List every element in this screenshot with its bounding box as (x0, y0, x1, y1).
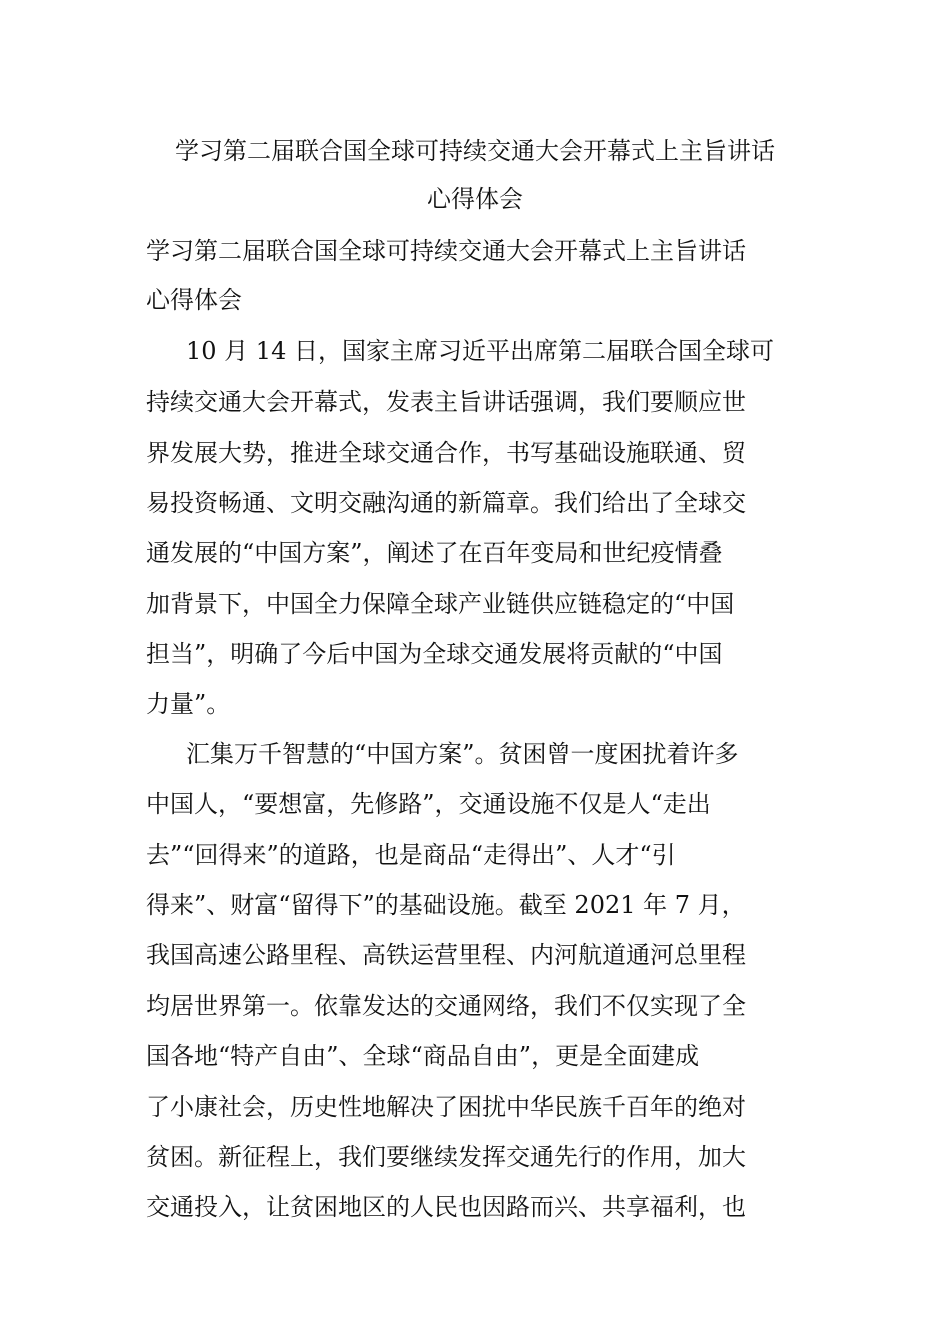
body-line: 汇集万千智慧的“中国方案”。贫困曾一度困扰着许多 (186, 740, 739, 768)
body-line: 了小康社会，历史性地解决了困扰中华民族千百年的绝对 (146, 1093, 746, 1121)
body-line: 交通投入，让贫困地区的人民也因路而兴、共享福利，也 (146, 1193, 746, 1221)
body-line: 去”“回得来”的道路，也是商品“走得出”、人才“引 (146, 841, 676, 869)
body-line: 担当”，明确了今后中国为全球交通发展将贡献的“中国 (146, 640, 723, 668)
body-line: 易投资畅通、文明交融沟通的新篇章。我们给出了全球交 (146, 489, 746, 517)
body-line: 学习第二届联合国全球可持续交通大会开幕式上主旨讲话 (146, 237, 746, 265)
body-line: 贫困。新征程上，我们要继续发挥交通先行的作用，加大 (146, 1143, 746, 1171)
document-title-line-1: 学习第二届联合国全球可持续交通大会开幕式上主旨讲话 (175, 137, 775, 165)
body-line: 通发展的“中国方案”，阐述了在百年变局和世纪疫情叠 (146, 539, 723, 567)
body-line: 加背景下，中国全力保障全球产业链供应链稳定的“中国 (146, 590, 735, 618)
body-line: 中国人，“要想富，先修路”，交通设施不仅是人“走出 (146, 790, 711, 818)
body-line: 国各地“特产自由”、全球“商品自由”，更是全面建成 (146, 1042, 700, 1070)
body-line: 界发展大势，推进全球交通合作，书写基础设施联通、贸 (146, 439, 746, 467)
body-line: 均居世界第一。依靠发达的交通网络，我们不仅实现了全 (146, 992, 746, 1020)
body-line: 10 月 14 日，国家主席习近平出席第二届联合国全球可 (186, 337, 774, 365)
body-line: 心得体会 (146, 286, 242, 314)
body-line: 我国高速公路里程、高铁运营里程、内河航道通河总里程 (146, 941, 746, 969)
document-title-line-2: 心得体会 (427, 185, 523, 213)
body-line: 力量”。 (146, 690, 231, 718)
body-line: 得来”、财富“留得下”的基础设施。截至 2021 年 7 月， (146, 891, 746, 919)
body-line: 持续交通大会开幕式，发表主旨讲话强调，我们要顺应世 (146, 388, 746, 416)
